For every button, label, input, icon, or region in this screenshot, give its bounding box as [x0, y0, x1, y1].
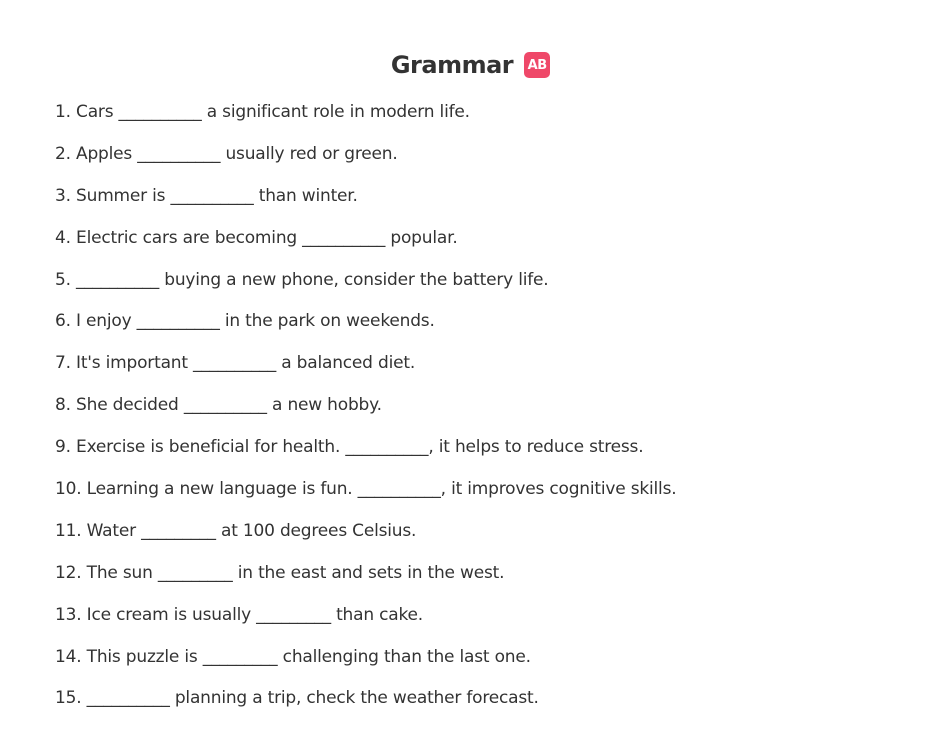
question-item: 12. The sun _________ in the east and sets in the west.: [55, 562, 505, 583]
question-list: [55, 101, 915, 729]
question-item: 3. Summer is __________ than winter.: [55, 185, 358, 206]
question-item: 11. Water _________ at 100 degrees Celsius.: [55, 520, 417, 541]
question-item: 4. Electric cars are becoming __________ popular.: [55, 227, 458, 248]
question-item: 13. Ice cream is usually _________ than cake.: [55, 604, 423, 625]
worksheet-header: [0, 47, 941, 83]
question-item: 15. __________ planning a trip, check the weather forecast.: [55, 688, 539, 709]
question-item: 14. This puzzle is _________ challenging than the last one.: [55, 646, 531, 667]
question-item: 9. Exercise is beneficial for health. __________, it helps to reduce stress.: [55, 437, 644, 458]
page-title: Grammar: [390, 51, 514, 79]
ab-badge-icon: AB: [524, 52, 550, 78]
question-item: 10. Learning a new language is fun. __________, it improves cognitive skills.: [55, 479, 677, 500]
question-item: 5. __________ buying a new phone, consider the battery life.: [55, 269, 549, 290]
question-item: 7. It's important __________ a balanced diet.: [55, 353, 416, 374]
question-item: 1. Cars __________ a significant role in modern life.: [55, 102, 470, 122]
question-item: 6. I enjoy __________ in the park on weekends.: [55, 311, 435, 332]
question-item: 2. Apples __________ usually red or green.: [55, 143, 398, 164]
question-item: 8. She decided __________ a new hobby.: [55, 395, 382, 416]
